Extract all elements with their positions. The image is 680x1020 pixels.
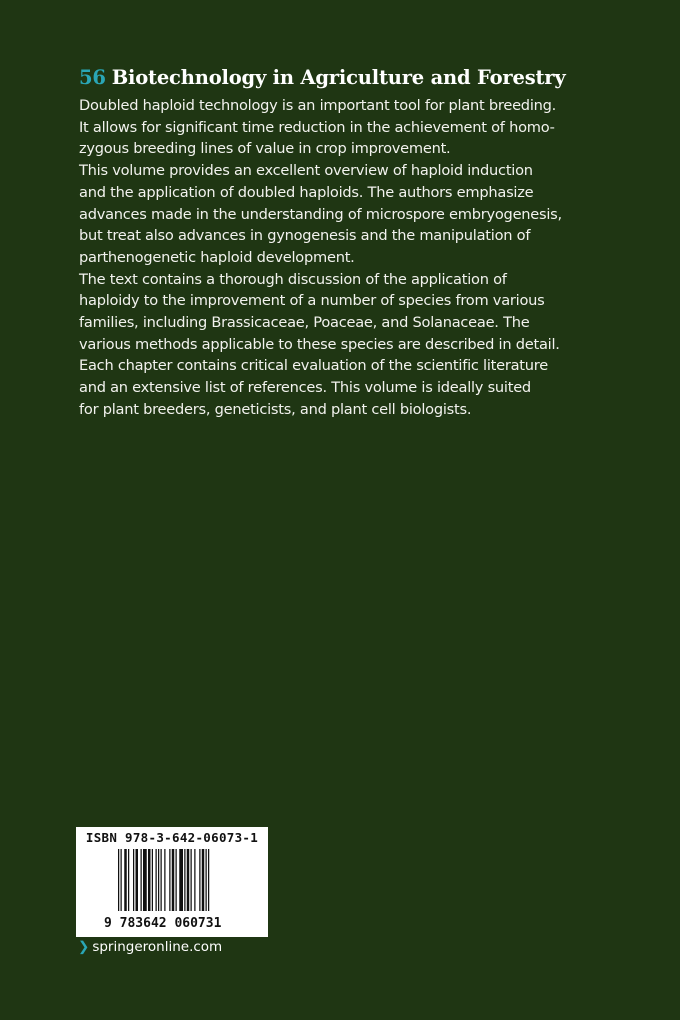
description-line: Each chapter contains critical evaluation of the scientific literature: [79, 357, 548, 375]
barcode-bars: [118, 849, 242, 911]
barcode-bar: [191, 849, 192, 911]
barcode-bar: [202, 849, 205, 911]
barcode-bar: [184, 849, 185, 911]
series-number: 56: [79, 66, 106, 89]
description-line: various methods applicable to these species are described in detail.: [79, 335, 560, 353]
barcode-bar: [136, 849, 139, 911]
barcode-bar: [133, 849, 134, 911]
barcode-bar: [158, 849, 159, 911]
barcode-bar: [187, 849, 190, 911]
barcode-bar: [169, 849, 170, 911]
description-line: parthenogenetic haploid development.: [79, 248, 355, 266]
barcode-bar: [161, 849, 162, 911]
barcode-bar: [128, 849, 129, 911]
barcode-bar: [206, 849, 207, 911]
barcode-bar: [172, 849, 175, 911]
barcode-bar: [208, 849, 209, 911]
barcode-bar: [194, 849, 195, 911]
description-line: and an extensive list of references. This volume is ideally suited: [79, 379, 531, 397]
description-line: This volume provides an excellent overview of haploid induction: [79, 162, 533, 180]
website-text: springeronline.com: [92, 939, 223, 955]
description-line: It allows for significant time reduction in the achievement of homo-: [79, 118, 555, 136]
barcode-bar: [124, 849, 127, 911]
barcode-bar: [164, 849, 165, 911]
series-title: [79, 66, 566, 90]
description-line: but treat also advances in gynogenesis and the manipulation of: [79, 227, 531, 245]
barcode-digit-first: 9: [104, 916, 112, 931]
barcode-bar: [176, 849, 177, 911]
barcode-bar: [179, 849, 183, 911]
description-line: haploidy to the improvement of a number of species from various: [79, 292, 545, 310]
series-name: Biotechnology in Agriculture and Forestry: [111, 66, 566, 89]
barcode-bar: [143, 849, 147, 911]
barcode-digits: [104, 915, 221, 932]
description-line: Doubled haploid technology is an important tool for plant breeding.: [79, 97, 557, 114]
barcode-bar: [148, 849, 151, 911]
description: [79, 95, 659, 421]
barcode-bar: [156, 849, 157, 911]
barcode-bar: [121, 849, 122, 911]
description-line: families, including Brassicaceae, Poaceae, and Solanaceae. The: [79, 314, 530, 332]
barcode-bar: [152, 849, 153, 911]
description-line: for plant breeders, geneticists, and plant cell biologists.: [79, 400, 472, 418]
barcode-digits-right: 060731: [174, 916, 222, 931]
description-line: advances made in the understanding of microspore embryogenesis,: [79, 205, 562, 223]
description-line: The text contains a thorough discussion of the application of: [79, 270, 507, 288]
isbn-text: ISBN 978-3-642-06073-1: [85, 830, 259, 845]
barcode-bar: [118, 849, 119, 911]
barcode-digits-left: 783642: [119, 916, 167, 931]
barcode-bar: [199, 849, 200, 911]
isbn-barcode: [76, 827, 268, 937]
chevron-right-icon: ❯: [78, 939, 90, 955]
description-line: and the application of doubled haploids. The authors emphasize: [79, 183, 534, 201]
description-line: zygous breeding lines of value in crop improvement.: [79, 140, 451, 158]
barcode-bar: [141, 849, 142, 911]
website-link[interactable]: [78, 939, 222, 955]
